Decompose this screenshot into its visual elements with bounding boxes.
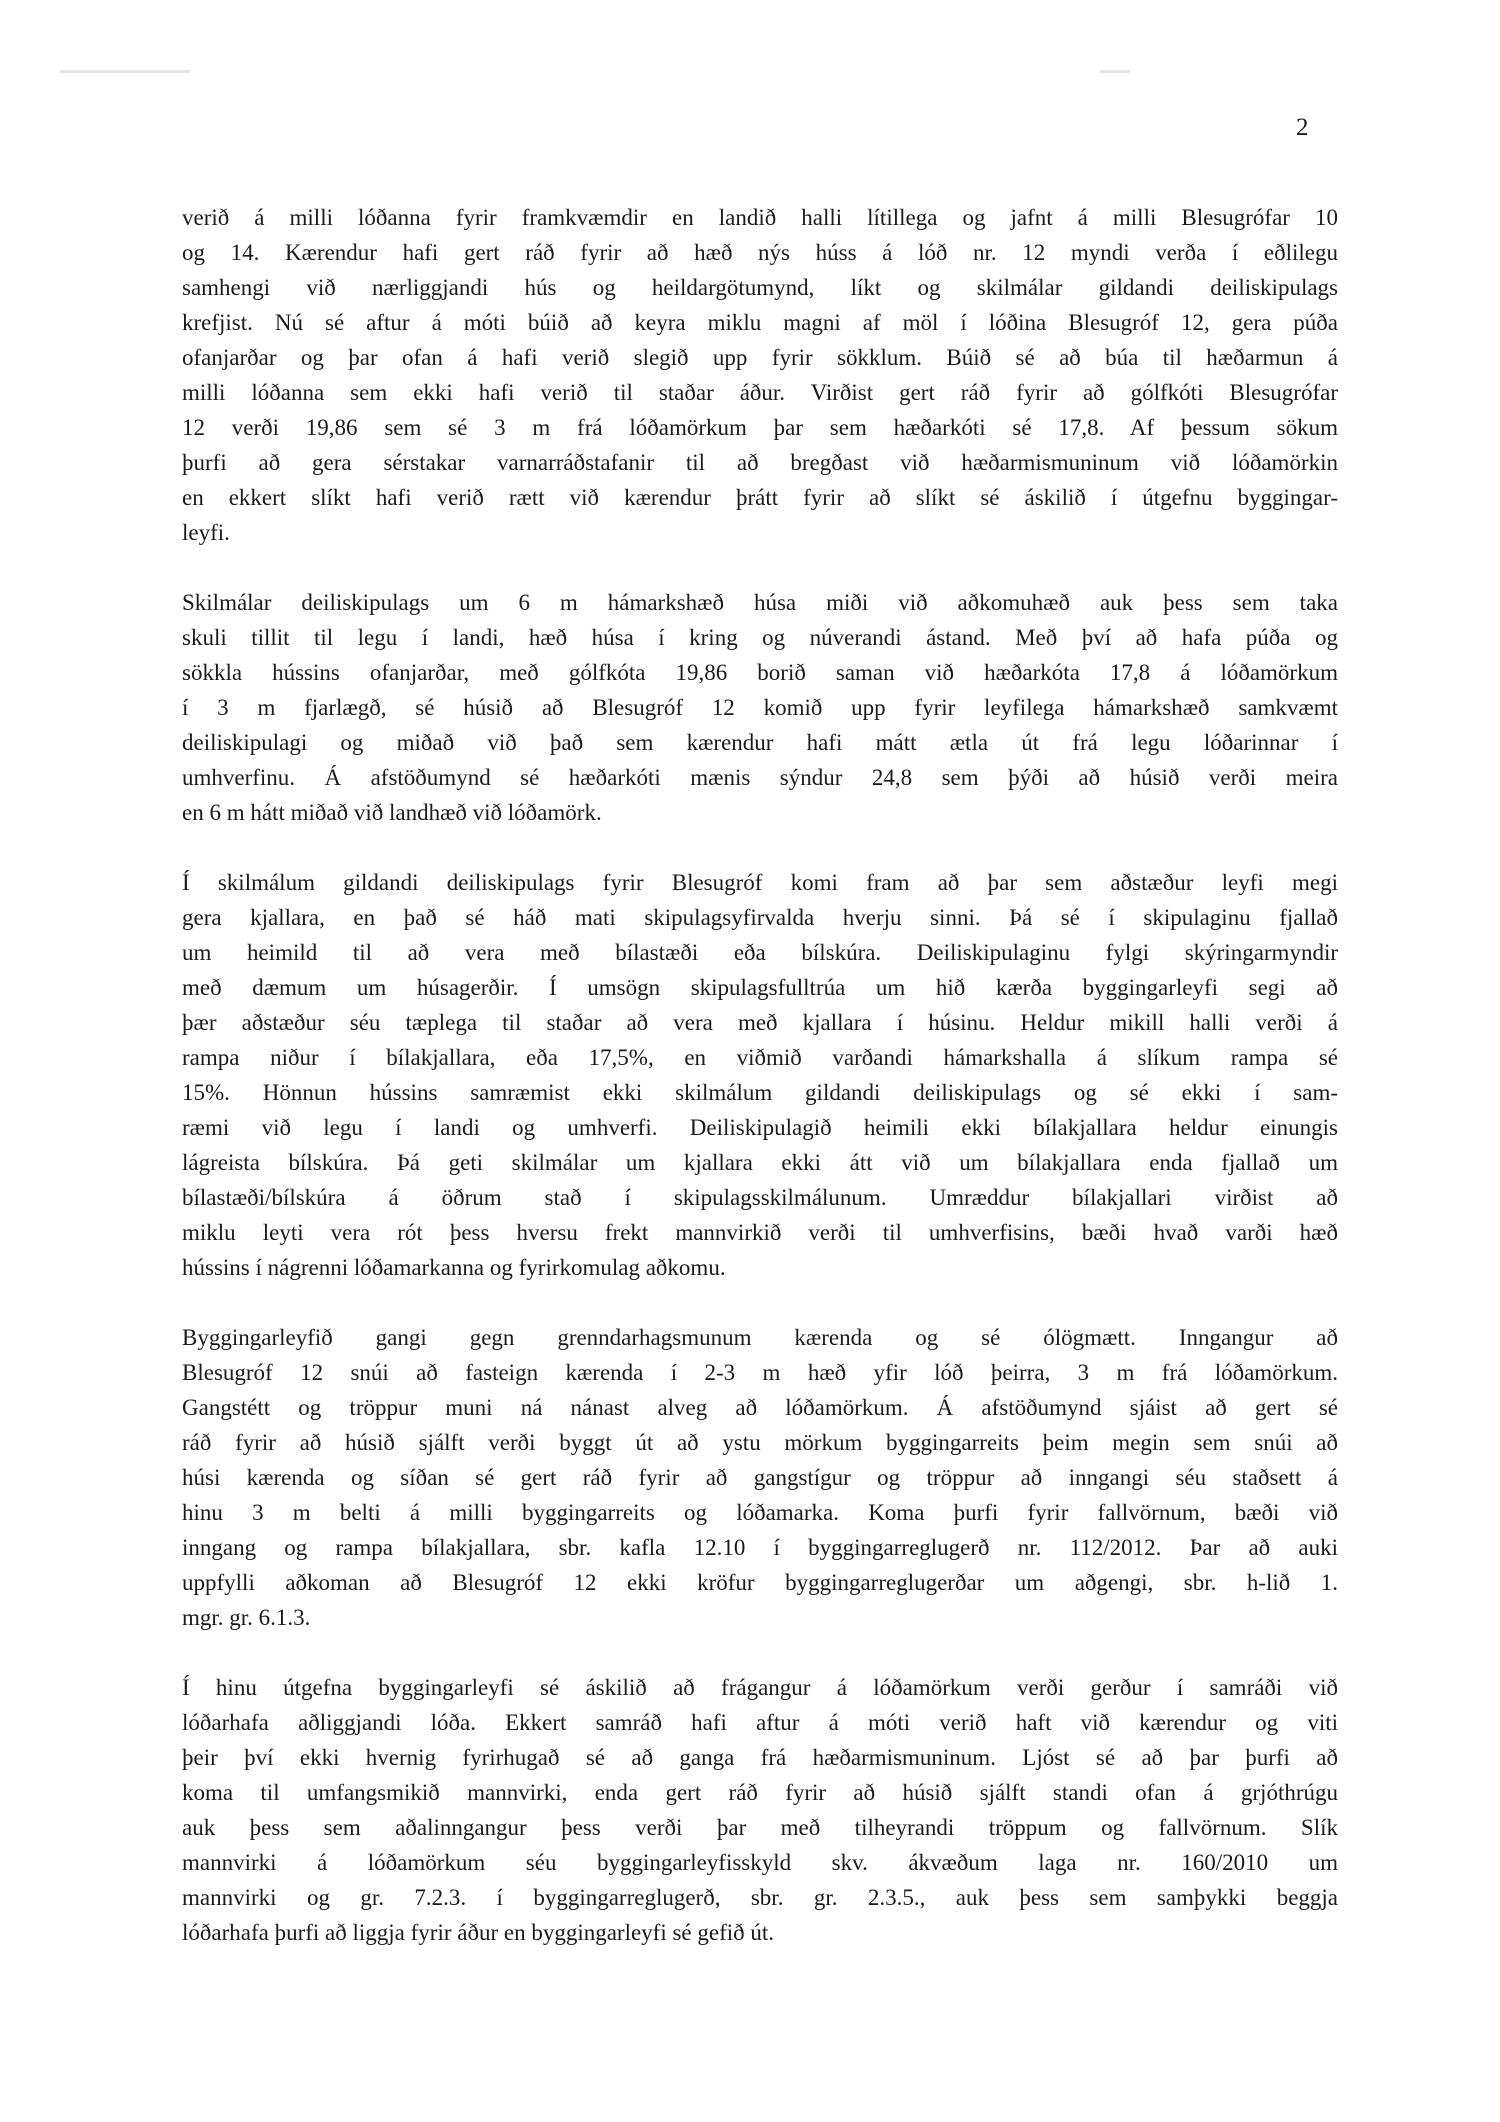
text-line: mannvirki á lóðamörkum séu byggingarleyfisskyld skv. ákvæðum laga nr. 160/2010 um <box>182 1850 1338 1875</box>
document-body <box>182 200 1338 1985</box>
page-number: 2 <box>1296 114 1309 141</box>
paragraph <box>182 1320 1338 1635</box>
text-line: með dæmum um húsagerðir. Í umsögn skipulagsfulltrúa um hið kærða byggingarleyfi segi að <box>182 975 1338 1000</box>
text-line: Gangstétt og tröppur muni ná nánast alveg að lóðamörkum. Á afstöðumynd sjáist að gert sé <box>182 1395 1338 1420</box>
text-line: en ekkert slíkt hafi verið rætt við kærendur þrátt fyrir að slíkt sé áskilið í útgefnu byggingar- <box>182 485 1338 510</box>
scan-artifact <box>1100 70 1130 73</box>
text-line: hinu 3 m belti á milli byggingarreits og lóðamarka. Koma þurfi fyrir fallvörnum, bæði við <box>182 1500 1338 1525</box>
text-line: mgr. gr. 6.1.3. <box>182 1605 311 1630</box>
text-line: þeir því ekki hvernig fyrirhugað sé að ganga frá hæðarmismuninum. Ljóst sé að þar þurfi að <box>182 1745 1338 1770</box>
paragraph <box>182 200 1338 550</box>
paragraph <box>182 1670 1338 1950</box>
text-line: auk þess sem aðalinngangur þess verði þar með tilheyrandi tröppum og fallvörnum. Slík <box>182 1815 1338 1840</box>
text-line: um heimild til að vera með bílastæði eða bílskúra. Deiliskipulaginu fylgi skýringarmyndir <box>182 940 1338 965</box>
text-line: milli lóðanna sem ekki hafi verið til staðar áður. Virðist gert ráð fyrir að gólfkóti Blesugrófar <box>182 380 1338 405</box>
text-line: verið á milli lóðanna fyrir framkvæmdir en landið halli lítillega og jafnt á milli Blesugrófar 10 <box>182 205 1338 230</box>
text-line: lóðarhafa þurfi að liggja fyrir áður en byggingarleyfi sé gefið út. <box>182 1920 775 1945</box>
text-line: uppfylli aðkoman að Blesugróf 12 ekki kröfur byggingarreglugerðar um aðgengi, sbr. h-lið 1. <box>182 1570 1338 1595</box>
text-line: miklu leyti vera rót þess hversu frekt mannvirkið verði til umhverfisins, bæði hvað varði hæð <box>182 1220 1338 1245</box>
text-line: Í skilmálum gildandi deiliskipulags fyrir Blesugróf komi fram að þar sem aðstæður leyfi megi <box>182 870 1338 895</box>
text-line: samhengi við nærliggjandi hús og heildargötumynd, líkt og skilmálar gildandi deiliskipulags <box>182 275 1338 300</box>
scan-artifact <box>60 70 190 73</box>
paragraph <box>182 585 1338 830</box>
text-line: en 6 m hátt miðað við landhæð við lóðamörk. <box>182 800 602 825</box>
text-line: húsi kærenda og síðan sé gert ráð fyrir að gangstígur og tröppur að inngangi séu staðsett á <box>182 1465 1338 1490</box>
text-line: deiliskipulagi og miðað við það sem kærendur hafi mátt ætla út frá legu lóðarinnar í <box>182 730 1338 755</box>
text-line: Í hinu útgefna byggingarleyfi sé áskilið að frágangur á lóðamörkum verði gerður í samráði við <box>182 1675 1338 1700</box>
text-line: hússins í nágrenni lóðamarkanna og fyrirkomulag aðkomu. <box>182 1255 726 1280</box>
text-line: bílastæði/bílskúra á öðrum stað í skipulagsskilmálunum. Umræddur bílakjallari virðist að <box>182 1185 1338 1210</box>
text-line: gera kjallara, en það sé háð mati skipulagsyfirvalda hverju sinni. Þá sé í skipulaginu fjallað <box>182 905 1338 930</box>
paragraph <box>182 865 1338 1285</box>
text-line: lágreista bílskúra. Þá geti skilmálar um kjallara ekki átt við um bílakjallara enda fjallað um <box>182 1150 1338 1175</box>
text-line: krefjist. Nú sé aftur á móti búið að keyra miklu magni af möl í lóðina Blesugróf 12, gera púða <box>182 310 1338 335</box>
text-line: inngang og rampa bílakjallara, sbr. kafla 12.10 í byggingarreglugerð nr. 112/2012. Þar að auki <box>182 1535 1338 1560</box>
text-line: ræmi við legu í landi og umhverfi. Deiliskipulagið heimili ekki bílakjallara heldur einungis <box>182 1115 1338 1140</box>
text-line: 15%. Hönnun hússins samræmist ekki skilmálum gildandi deiliskipulags og sé ekki í sam- <box>182 1080 1338 1105</box>
text-line: mannvirki og gr. 7.2.3. í byggingarreglugerð, sbr. gr. 2.3.5., auk þess sem samþykki beggja <box>182 1885 1338 1910</box>
text-line: skuli tillit til legu í landi, hæð húsa í kring og núverandi ástand. Með því að hafa púða og <box>182 625 1338 650</box>
text-line: umhverfinu. Á afstöðumynd sé hæðarkóti mænis sýndur 24,8 sem þýði að húsið verði meira <box>182 765 1338 790</box>
text-line: ráð fyrir að húsið sjálft verði byggt út að ystu mörkum byggingarreits þeim megin sem snúi að <box>182 1430 1338 1455</box>
text-line: lóðarhafa aðliggjandi lóða. Ekkert samráð hafi aftur á móti verið haft við kærendur og viti <box>182 1710 1338 1735</box>
text-line: þurfi að gera sérstakar varnarráðstafanir til að bregðast við hæðarmismuninum við lóðamörkin <box>182 450 1338 475</box>
text-line: koma til umfangsmikið mannvirki, enda gert ráð fyrir að húsið sjálft standi ofan á grjóthrúgu <box>182 1780 1338 1805</box>
text-line: leyfi. <box>182 520 230 545</box>
text-line: og 14. Kærendur hafi gert ráð fyrir að hæð nýs húss á lóð nr. 12 myndi verða í eðlilegu <box>182 240 1338 265</box>
text-line: Byggingarleyfið gangi gegn grenndarhagsmunum kærenda og sé ólögmætt. Inngangur að <box>182 1325 1338 1350</box>
text-line: 12 verði 19,86 sem sé 3 m frá lóðamörkum þar sem hæðarkóti sé 17,8. Af þessum sökum <box>182 415 1338 440</box>
text-line: Skilmálar deiliskipulags um 6 m hámarkshæð húsa miði við aðkomuhæð auk þess sem taka <box>182 590 1338 615</box>
text-line: Blesugróf 12 snúi að fasteign kærenda í 2-3 m hæð yfir lóð þeirra, 3 m frá lóðamörkum. <box>182 1360 1338 1385</box>
text-line: sökkla hússins ofanjarðar, með gólfkóta 19,86 borið saman við hæðarkóta 17,8 á lóðamörkum <box>182 660 1338 685</box>
text-line: rampa niður í bílakjallara, eða 17,5%, en viðmið varðandi hámarkshalla á slíkum rampa sé <box>182 1045 1338 1070</box>
text-line: þær aðstæður séu tæplega til staðar að vera með kjallara í húsinu. Heldur mikill halli verði á <box>182 1010 1338 1035</box>
text-line: ofanjarðar og þar ofan á hafi verið slegið upp fyrir sökklum. Búið sé að búa til hæðarmun á <box>182 345 1338 370</box>
text-line: í 3 m fjarlægð, sé húsið að Blesugróf 12 komið upp fyrir leyfilega hámarkshæð samkvæmt <box>182 695 1338 720</box>
